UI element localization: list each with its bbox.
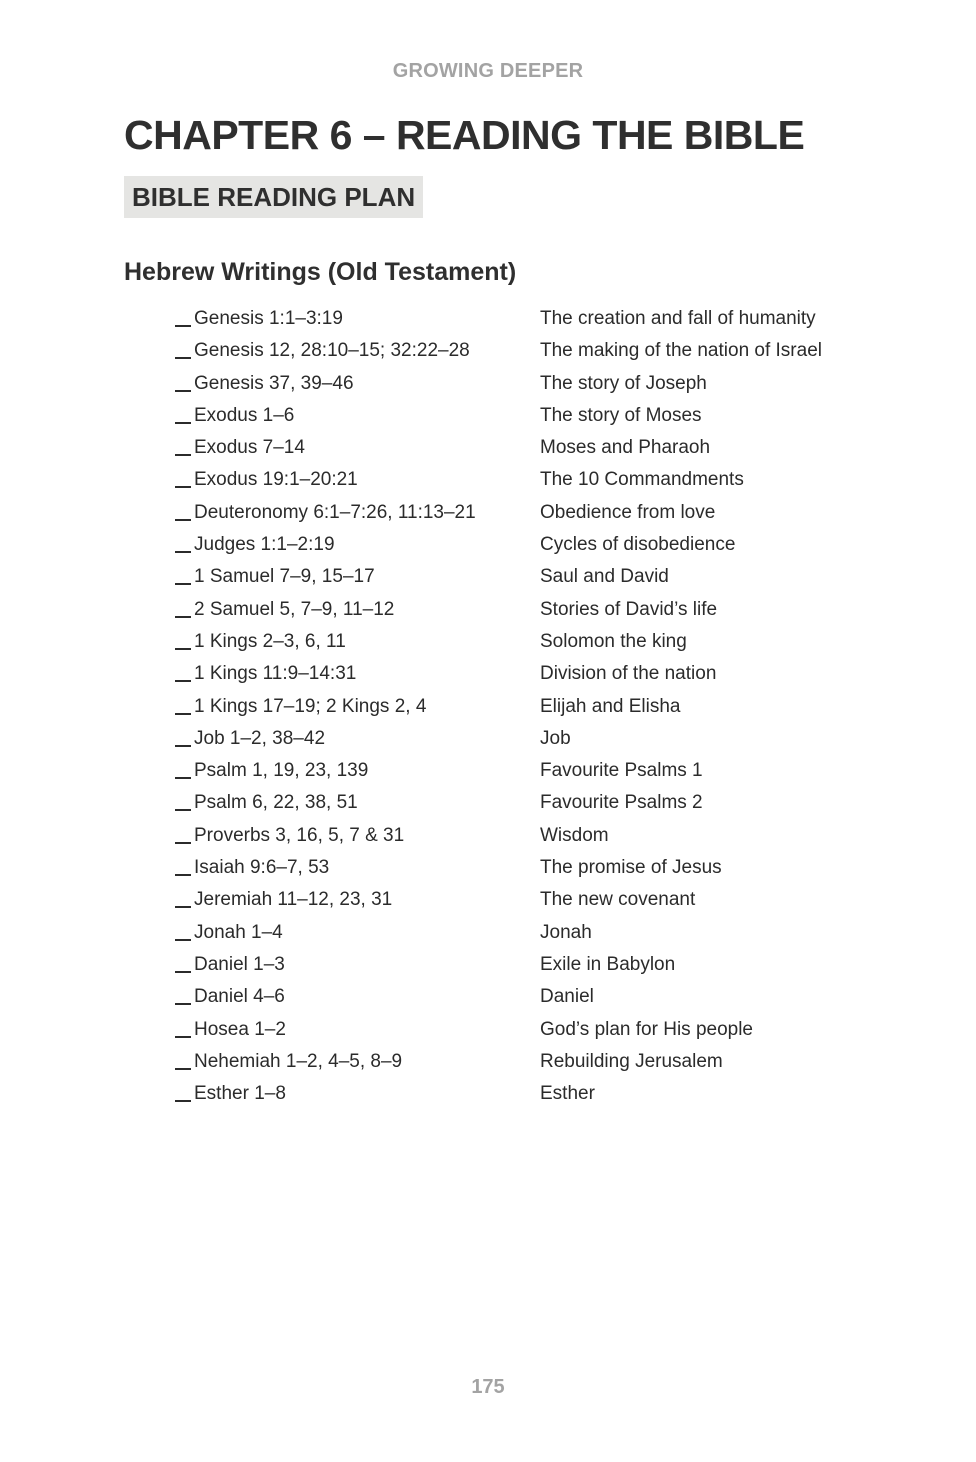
reading-reference	[175, 852, 329, 884]
reading-reference	[175, 1014, 286, 1046]
reading-description: The new covenant	[540, 889, 696, 911]
reading-row	[175, 949, 875, 981]
checkbox-blank-line[interactable]	[175, 1068, 191, 1070]
reading-reference-text: Genesis 37, 39–46	[194, 372, 354, 394]
reading-reference	[175, 787, 358, 819]
section-label: BIBLE READING PLAN	[124, 176, 423, 218]
reading-reference-text: Daniel 4–6	[194, 986, 285, 1008]
reading-description: The 10 Commandments	[540, 469, 744, 491]
reading-description: Esther	[540, 1083, 595, 1105]
reading-row	[175, 691, 875, 723]
reading-reference-text: 1 Kings 11:9–14:31	[194, 663, 357, 685]
checkbox-blank-line[interactable]	[175, 906, 191, 908]
reading-reference	[175, 884, 392, 916]
reading-reference	[175, 464, 358, 496]
reading-reference	[175, 820, 404, 852]
reading-row	[175, 723, 875, 755]
reading-reference-text: Exodus 7–14	[194, 437, 305, 459]
reading-description: Job	[540, 727, 571, 749]
reading-reference	[175, 335, 470, 367]
checkbox-blank-line[interactable]	[175, 874, 191, 876]
reading-description: Elijah and Elisha	[540, 695, 681, 717]
reading-reference	[175, 626, 346, 658]
running-header: GROWING DEEPER	[392, 60, 584, 82]
checkbox-blank-line[interactable]	[175, 454, 191, 456]
reading-reference	[175, 691, 426, 723]
reading-reference-text: Hosea 1–2	[194, 1018, 286, 1040]
reading-reference-text: Esther 1–8	[194, 1083, 286, 1105]
page-number: 175	[471, 1376, 505, 1398]
reading-description: Moses and Pharaoh	[540, 437, 711, 459]
reading-reference-text: Exodus 19:1–20:21	[194, 469, 358, 491]
reading-description: The making of the nation of Israel	[540, 340, 822, 362]
reading-row	[175, 820, 875, 852]
reading-row	[175, 787, 875, 819]
reading-reference-text: Jonah 1–4	[194, 921, 283, 943]
reading-description: Obedience from love	[540, 501, 716, 523]
reading-row	[175, 1078, 875, 1110]
reading-reference	[175, 529, 335, 561]
reading-row	[175, 529, 875, 561]
reading-row	[175, 594, 875, 626]
checkbox-blank-line[interactable]	[175, 648, 191, 650]
reading-description: Jonah	[540, 921, 592, 943]
reading-description: Daniel	[540, 986, 594, 1008]
checkbox-blank-line[interactable]	[175, 616, 191, 618]
reading-reference	[175, 1078, 286, 1110]
reading-row	[175, 368, 875, 400]
reading-row	[175, 400, 875, 432]
checkbox-blank-line[interactable]	[175, 325, 191, 327]
reading-row	[175, 884, 875, 916]
checkbox-blank-line[interactable]	[175, 939, 191, 941]
reading-reference-text: Job 1–2, 38–42	[194, 727, 326, 749]
reading-reference-text: 2 Samuel 5, 7–9, 11–12	[194, 598, 395, 620]
checkbox-blank-line[interactable]	[175, 680, 191, 682]
reading-reference-text: Daniel 1–3	[194, 953, 285, 975]
reading-reference-text: Nehemiah 1–2, 4–5, 8–9	[194, 1050, 403, 1072]
reading-description: The story of Moses	[540, 404, 702, 426]
checkbox-blank-line[interactable]	[175, 486, 191, 488]
reading-reference-text: Proverbs 3, 16, 5, 7 & 31	[194, 824, 405, 846]
checkbox-blank-line[interactable]	[175, 971, 191, 973]
reading-reference-text: Jeremiah 11–12, 23, 31	[194, 889, 393, 911]
reading-row	[175, 1014, 875, 1046]
reading-reference-text: Genesis 1:1–3:19	[194, 308, 343, 329]
reading-description: Rebuilding Jerusalem	[540, 1050, 723, 1072]
reading-reference-text: 1 Kings 17–19; 2 Kings 2, 4	[194, 695, 427, 717]
reading-reference	[175, 981, 285, 1013]
reading-description: The story of Joseph	[540, 372, 707, 394]
checkbox-blank-line[interactable]	[175, 745, 191, 747]
reading-reference-text: Judges 1:1–2:19	[194, 534, 335, 556]
reading-description: The promise of Jesus	[540, 857, 722, 879]
reading-reference-text: Genesis 12, 28:10–15; 32:22–28	[194, 340, 470, 362]
checkbox-blank-line[interactable]	[175, 390, 191, 392]
reading-row	[175, 626, 875, 658]
reading-reference	[175, 658, 356, 690]
reading-description: Favourite Psalms 1	[540, 760, 703, 782]
reading-row	[175, 561, 875, 593]
reading-reference	[175, 594, 394, 626]
checkbox-blank-line[interactable]	[175, 1036, 191, 1038]
reading-reference-text: Psalm 6, 22, 38, 51	[194, 792, 358, 814]
reading-row	[175, 852, 875, 884]
reading-row	[175, 497, 875, 529]
reading-row	[175, 917, 875, 949]
reading-reference	[175, 755, 368, 787]
subsection-heading: Hebrew Writings (Old Testament)	[124, 258, 517, 286]
reading-description: Solomon the king	[540, 630, 687, 652]
checkbox-blank-line[interactable]	[175, 583, 191, 585]
checkbox-blank-line[interactable]	[175, 519, 191, 521]
reading-description: Stories of David’s life	[540, 598, 718, 620]
checkbox-blank-line[interactable]	[175, 422, 191, 424]
reading-description: Division of the nation	[540, 663, 717, 685]
reading-reference-text: Psalm 1, 19, 23, 139	[194, 760, 369, 782]
reading-description: Exile in Babylon	[540, 953, 676, 975]
reading-row	[175, 1046, 875, 1078]
reading-description: Favourite Psalms 2	[540, 792, 703, 814]
reading-list	[175, 303, 875, 1110]
reading-description: The creation and fall of humanity	[540, 308, 816, 329]
checkbox-blank-line[interactable]	[175, 1100, 191, 1102]
checkbox-blank-line[interactable]	[175, 1003, 191, 1005]
reading-reference	[175, 497, 476, 529]
reading-description: Wisdom	[540, 824, 609, 846]
reading-reference-text: 1 Kings 2–3, 6, 11	[194, 630, 346, 652]
reading-row	[175, 303, 875, 335]
reading-reference	[175, 949, 285, 981]
reading-row	[175, 464, 875, 496]
reading-row	[175, 981, 875, 1013]
reading-row	[175, 432, 875, 464]
reading-reference	[175, 561, 375, 593]
checkbox-blank-line[interactable]	[175, 713, 191, 715]
reading-description: God’s plan for His people	[540, 1018, 753, 1040]
reading-row	[175, 658, 875, 690]
reading-reference	[175, 1046, 402, 1078]
checkbox-blank-line[interactable]	[175, 551, 191, 553]
reading-reference-text: Exodus 1–6	[194, 404, 295, 426]
reading-reference	[175, 303, 343, 335]
reading-description: Saul and David	[540, 566, 669, 588]
reading-row	[175, 335, 875, 367]
reading-reference-text: Isaiah 9:6–7, 53	[194, 857, 330, 879]
reading-row	[175, 755, 875, 787]
reading-reference-text: 1 Samuel 7–9, 15–17	[194, 566, 375, 588]
checkbox-blank-line[interactable]	[175, 809, 191, 811]
reading-reference	[175, 368, 354, 400]
reading-reference	[175, 432, 305, 464]
checkbox-blank-line[interactable]	[175, 777, 191, 779]
chapter-title: CHAPTER 6 – READING THE BIBLE	[124, 112, 805, 158]
reading-reference	[175, 400, 294, 432]
reading-reference-text: Deuteronomy 6:1–7:26, 11:13–21	[194, 501, 476, 523]
checkbox-blank-line[interactable]	[175, 842, 191, 844]
reading-reference	[175, 917, 283, 949]
checkbox-blank-line[interactable]	[175, 357, 191, 359]
reading-description: Cycles of disobedience	[540, 534, 736, 556]
reading-reference	[175, 723, 325, 755]
